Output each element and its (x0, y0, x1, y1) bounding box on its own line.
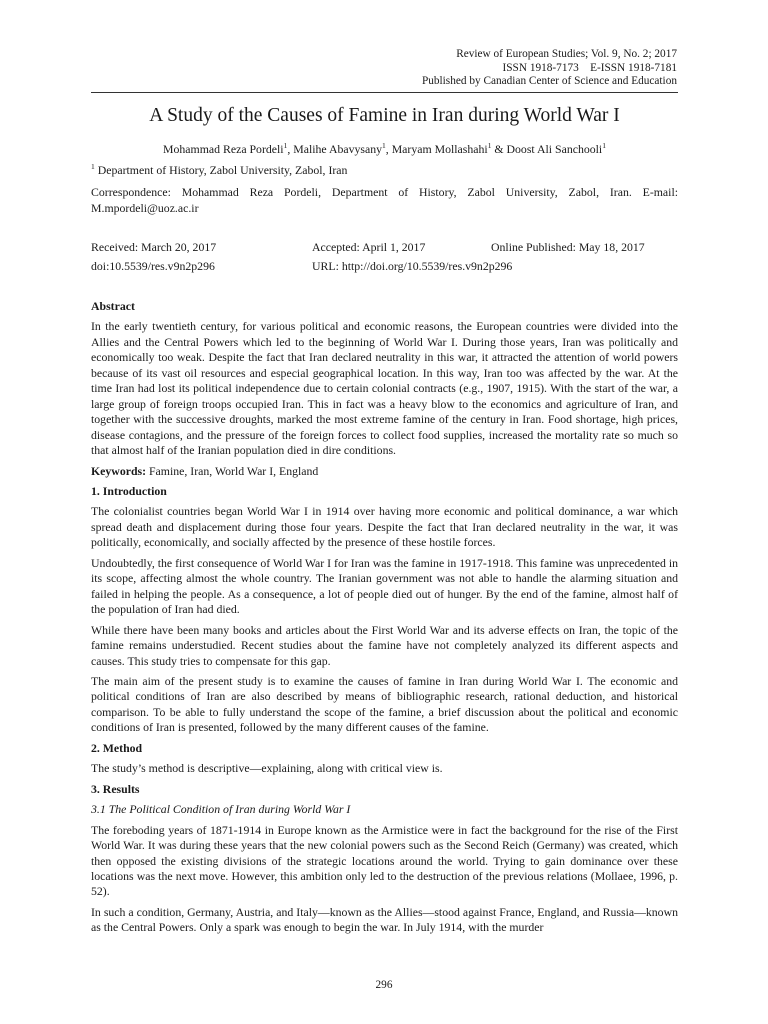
journal-header (257, 48, 677, 89)
page-number: 296 (375, 979, 393, 991)
doi: doi:10.5539/res.v9n2p296 (91, 259, 215, 273)
author-separator: & (491, 142, 507, 156)
paragraph: Undoubtedly, the first consequence of World War I for Iran was the famine in 1917-1918. This famine was unprecedented in its scope, affecting almost the whole country. The Iranian government was not able to handle the alarming situation and failed in helping the people. As a consequence, a lot of people died out of hunger. By the end of the famine, almost half of the population of Iran had died. (91, 555, 678, 617)
publication-dates (91, 239, 681, 277)
paragraph: The colonialist countries began World War I in 1914 over having more economic and political dominance, a war which spread death and displacement during those four years. Despite the fact that Iran declared neutrality in the war, it was politically, economically, and socially affected by the presence of these hostile forces. (91, 504, 678, 550)
journal-publisher: Published by Canadian Center of Science and Education (421, 75, 677, 88)
paragraph: The study’s method is descriptive—explaining, along with critical view is. (91, 761, 443, 776)
journal-citation: Review of European Studies; Vol. 9, No. 2; 2017 (456, 48, 677, 60)
author-name: Malihe Abavysany$^1$ (293, 141, 386, 156)
received-date: Received: March 20, 2017 (91, 240, 217, 254)
published-date: Online Published: May 18, 2017 (491, 240, 645, 254)
author-list (91, 142, 678, 157)
correspondence: Correspondence: Mohammad Reza Pordeli, Department of History, Zabol University, Zabol, Iran. E-mail: M.mpordeli@uoz.ac.ir (91, 185, 678, 215)
author-separator: , (385, 142, 392, 156)
section-heading-method: 2. Method (91, 740, 143, 755)
paragraph: The main aim of the present study is to examine the causes of famine in Iran during World War I. The economic and political conditions of Iran are also described by means of bibliographic research, rational deduction, and historical comparison. To be able to fully understand the scope of the famine, a brief discussion about the political and economic conditions of Iran is presented, followed by the many different causes of the famine. (91, 673, 678, 735)
section-heading-introduction: 1. Introduction (91, 483, 167, 498)
abstract-heading: Abstract (91, 299, 135, 313)
accepted-date: Accepted: April 1, 2017 (312, 240, 426, 254)
author-name: Doost Ali Sanchooli$^1$ (506, 141, 606, 156)
journal-issn: ISSN 1918-7173 E-ISSN 1918-7181 (502, 61, 677, 74)
affiliation: $^1$ Department of History, Zabol University, Zabol, Iran (91, 162, 348, 177)
keywords: Keywords: Famine, Iran, World War I, England (91, 463, 319, 478)
section-heading-results: 3. Results (91, 781, 140, 796)
doi-url: URL: http://doi.org/10.5539/res.v9n2p296 (312, 259, 513, 273)
author-name: Mohammad Reza Pordeli$^1$ (163, 141, 288, 156)
subsection-heading: 3.1 The Political Condition of Iran during World War I (91, 802, 351, 817)
article-body (91, 299, 678, 941)
paragraph: In such a condition, Germany, Austria, and Italy—known as the Allies—stood against France, England, and Russia—known as the Central Powers. Only a spark was enough to begin the war. In July 1914, with the murder (91, 904, 678, 935)
header-divider (91, 92, 678, 93)
paper-title: A Study of the Causes of Famine in Iran during World War I (149, 105, 620, 126)
author-separator: , (287, 142, 294, 156)
paragraph: While there have been many books and articles about the First World War and its adverse effects on Iran, the topic of the famine remains understudied. Recent studies about the famine have not completely analyzed its different aspects and causes. This study tries to compensate for this gap. (91, 622, 678, 668)
paragraph: The foreboding years of 1871-1914 in Europe known as the Armistice were in fact the background for the rise of the First World War. It was during these years that the new colonial powers such as the Second Reich (Germany) was created, which then opposed the existing divisions of the strategic locations around the world. Trying to gain dominance over these locations was the next move. However, this ambition only led to the destruction of the previous relations (Mollaee, 1996, p. 52). (91, 822, 678, 899)
abstract-text: In the early twentieth century, for various political and economic reasons, the European countries were divided into the Allies and the Central Powers which led to the beginning of World War I. During those years, Iran was politically and economically too weak. Despite the fact that Iran declared neutrality in this war, it attracted the attention of world powers because of its vast oil resources and especial geographical location. In this way, Iran too was affected by the war. At the time Iran had lost its political independence due to certain colonial contracts (e.g., 1907, 1915). With the start of the war, a large group of foreign troops occupied Iran. This in fact was a heavy blow to the economics and agriculture of Iran, and together with the successive droughts, marked the most extreme famine of the century in Iran. Food shortage, high prices, disease contagions, and the pressure of the foreign forces to collect food supplies, increased the mortality rate so much so that almost half of the Iranian population died in dire conditions. (91, 319, 678, 458)
author-name: Maryam Mollashahi$^1$ (391, 141, 492, 156)
